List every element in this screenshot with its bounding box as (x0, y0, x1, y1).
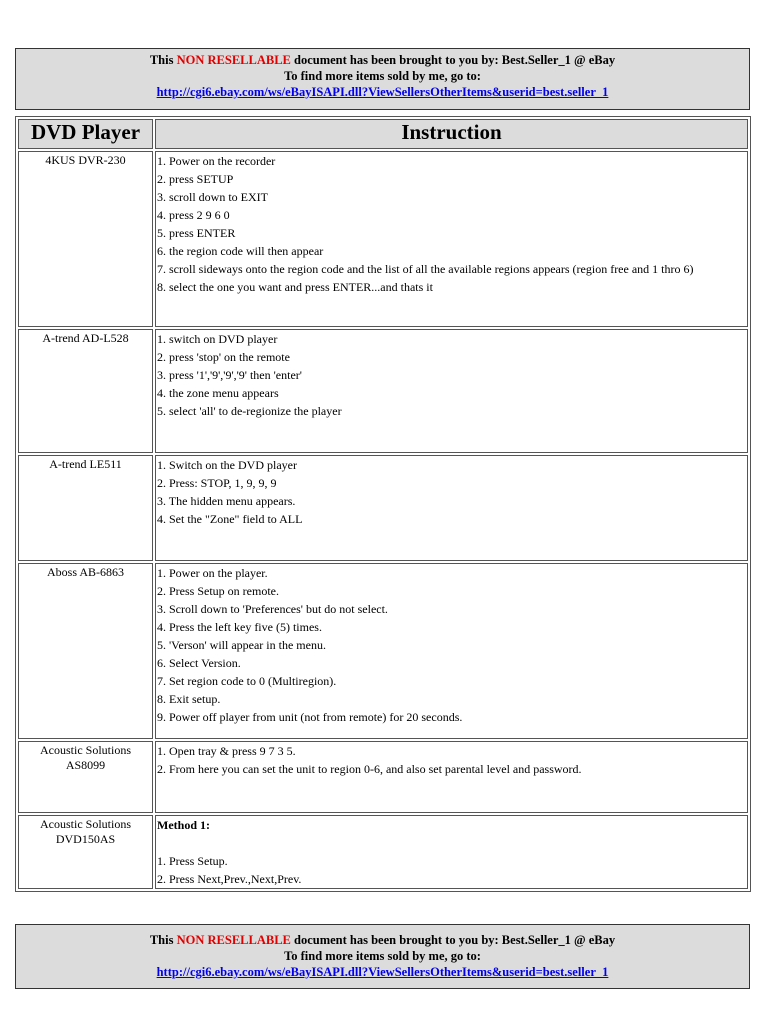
step: 2. press SETUP (157, 172, 234, 186)
instruction-steps (155, 151, 748, 327)
step: 8. select the one you want and press ENTER...and thats it (157, 280, 433, 294)
table-row (18, 741, 748, 813)
step: 9. Power off player from unit (not from remote) for 20 seconds. (157, 710, 463, 724)
instruction-steps (155, 741, 748, 813)
player-name: Acoustic Solutions DVD150AS (18, 815, 153, 889)
table-row (18, 455, 748, 561)
step: 1. Power on the player. (157, 566, 268, 580)
step: 1. Open tray & press 9 7 3 5. (157, 744, 296, 758)
step: 1. Switch on the DVD player (157, 458, 297, 472)
banner-top-line2: To find more items sold by me, go to: (284, 69, 481, 83)
step: 2. Press Next,Prev.,Next,Prev. (157, 872, 302, 886)
non-resellable-text: NON RESELLABLE (176, 933, 291, 947)
step: 5. press ENTER (157, 226, 236, 240)
step: 1. Power on the recorder (157, 154, 276, 168)
step: 3. scroll down to EXIT (157, 190, 268, 204)
table-header-row (18, 119, 748, 149)
step: 2. Press: STOP, 1, 9, 9, 9 (157, 476, 277, 490)
step: 4. press 2 9 6 0 (157, 208, 230, 222)
seller-items-link[interactable]: http://cgi6.ebay.com/ws/eBayISAPI.dll?ViewSellersOtherItems&userid=best.seller_1 (156, 965, 609, 979)
dvd-instructions-table (15, 116, 751, 892)
step: 5. 'Verson' will appear in the menu. (157, 638, 326, 652)
step: 4. the zone menu appears (157, 386, 279, 400)
player-name: A-trend AD-L528 (18, 329, 153, 453)
step: 4. Set the "Zone" field to ALL (157, 512, 303, 526)
step: 7. Set region code to 0 (Multiregion). (157, 674, 337, 688)
step: 8. Exit setup. (157, 692, 221, 706)
instruction-steps (155, 563, 748, 739)
step: 6. Select Version. (157, 656, 241, 670)
step: 4. Press the left key five (5) times. (157, 620, 322, 634)
table-row (18, 151, 748, 327)
player-name: 4KUS DVR-230 (18, 151, 153, 327)
non-resellable-text: NON RESELLABLE (176, 53, 291, 67)
step: 3. press '1','9','9','9' then 'enter' (157, 368, 302, 382)
column-header-player: DVD Player (18, 119, 153, 149)
step: 1. Press Setup. (157, 854, 228, 868)
step: 2. Press Setup on remote. (157, 584, 279, 598)
banner-top-line1: This NON RESELLABLE document has been brought to you by: Best.Seller_1 @ eBay (149, 53, 616, 67)
step: 7. scroll sideways onto the region code and the list of all the available regions appears (region free and 1 thro 6) (157, 262, 694, 276)
step: 5. select 'all' to de-regionize the player (157, 404, 342, 418)
blank-line (157, 834, 746, 852)
player-name: Aboss AB-6863 (18, 563, 153, 739)
step: 1. switch on DVD player (157, 332, 278, 346)
table-row (18, 815, 748, 889)
table-row (18, 563, 748, 739)
player-name: A-trend LE511 (18, 455, 153, 561)
method-heading: Method 1: (157, 818, 210, 832)
step: 6. the region code will then appear (157, 244, 324, 258)
banner-top (15, 48, 750, 110)
banner-bottom-line2: To find more items sold by me, go to: (284, 949, 481, 963)
instruction-steps (155, 329, 748, 453)
step: 3. The hidden menu appears. (157, 494, 296, 508)
instruction-steps (155, 815, 748, 889)
seller-items-link[interactable]: http://cgi6.ebay.com/ws/eBayISAPI.dll?ViewSellersOtherItems&userid=best.seller_1 (156, 85, 609, 99)
table-row (18, 329, 748, 453)
step: 2. press 'stop' on the remote (157, 350, 290, 364)
banner-bottom (15, 924, 750, 989)
step: 3. Scroll down to 'Preferences' but do not select. (157, 602, 388, 616)
step: 2. From here you can set the unit to region 0-6, and also set parental level and password. (157, 762, 582, 776)
player-name: Acoustic Solutions AS8099 (18, 741, 153, 813)
banner-bottom-line1: This NON RESELLABLE document has been brought to you by: Best.Seller_1 @ eBay (149, 933, 616, 947)
column-header-instruction: Instruction (155, 119, 748, 149)
instruction-steps (155, 455, 748, 561)
